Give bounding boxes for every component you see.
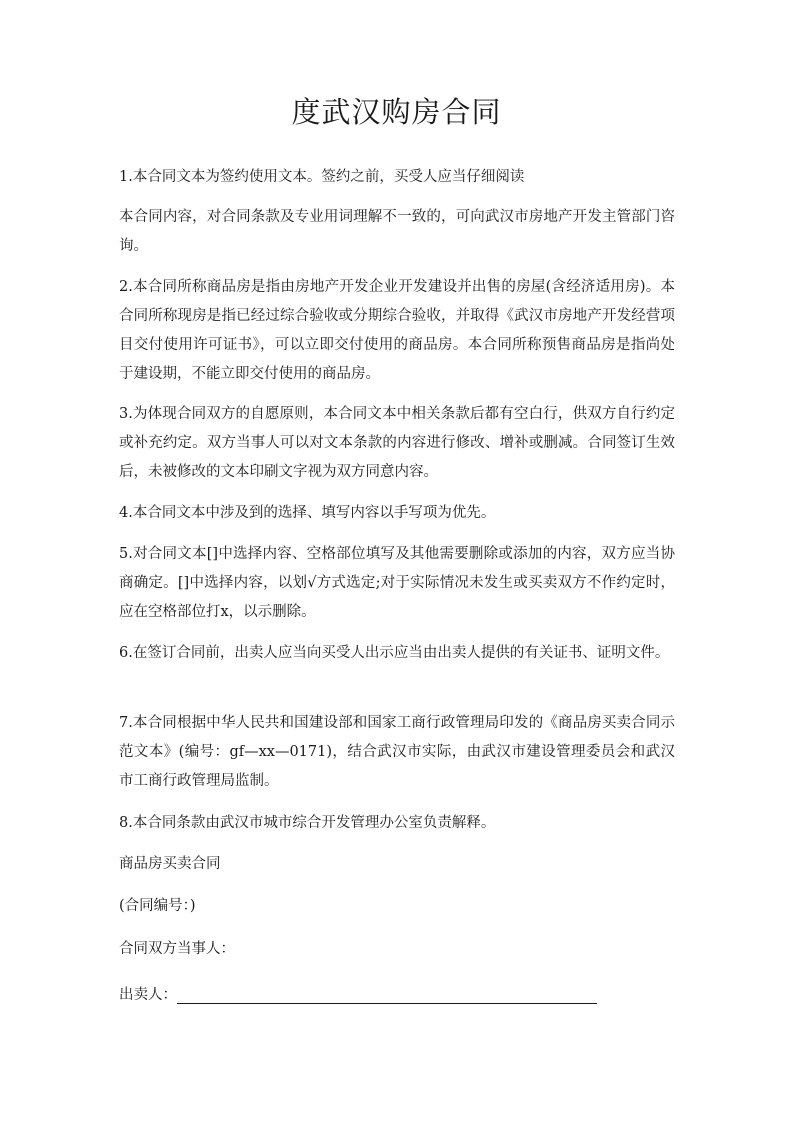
paragraph-7: 7.本合同根据中华人民共和国建设部和国家工商行政管理局印发的《商品房买卖合同示范文本》(编号：gf—xx—0171)，结合武汉市实际，由武汉市建设管理委员会和武汉市工商行政管理局监制。 [119,715,675,789]
seller-label: 出卖人： [119,987,177,1003]
paragraph-1: 1.本合同文本为签约使用文本。签约之前，买受人应当仔细阅读 [119,169,525,185]
paragraph-3: 3.为体现合同双方的自愿原则，本合同文本中相关条款后都有空白行，供双方自行约定或补充约定。双方当事人可以对文本条款的内容进行修改、增补或删减。合同签订生效后，未被修改的文本印刷文字视为双方同意内容。 [119,406,675,480]
contract-number-line: (合同编号：) [119,898,196,914]
section-heading-contract: 商品房买卖合同 [119,856,221,872]
document-title: 度武汉购房合同 [291,95,502,129]
paragraph-2: 2.本合同所称商品房是指由房地产开发企业开发建设并出售的房屋(含经济适用房)。本合同所称现房是指已经过综合验收或分期综合验收，并取得《武汉市房地产开发经营项目交付使用许可证书》，可以立即交付使用的商品房。本合同所称预售商品房是指尚处于建设期，不能立即交付使用的商品房。 [119,279,675,382]
paragraph-8: 8.本合同条款由武汉市城市综合开发管理办公室负责解释。 [119,815,496,831]
paragraph-4: 4.本合同文本中涉及到的选择、填写内容以手写项为优先。 [119,505,496,521]
paragraph-6: 6.在签订合同前，出卖人应当向买受人出示应当由出卖人提供的有关证书、证明文件。 [119,645,670,661]
seller-blank-line [177,981,597,1004]
seller-line [119,981,597,1010]
parties-heading: 合同双方当事人： [119,941,235,957]
paragraph-1-cont: 本合同内容，对合同条款及专业用词理解不一致的，可向武汉市房地产开发主管部门咨询。 [119,209,675,254]
paragraph-5: 5.对合同文本[]中选择内容、空格部位填写及其他需要删除或添加的内容，双方应当协商确定。[]中选择内容，以划√方式选定;对于实际情况未发生或买卖双方不作约定时，应在空格部位打x，以示删除。 [119,546,675,620]
